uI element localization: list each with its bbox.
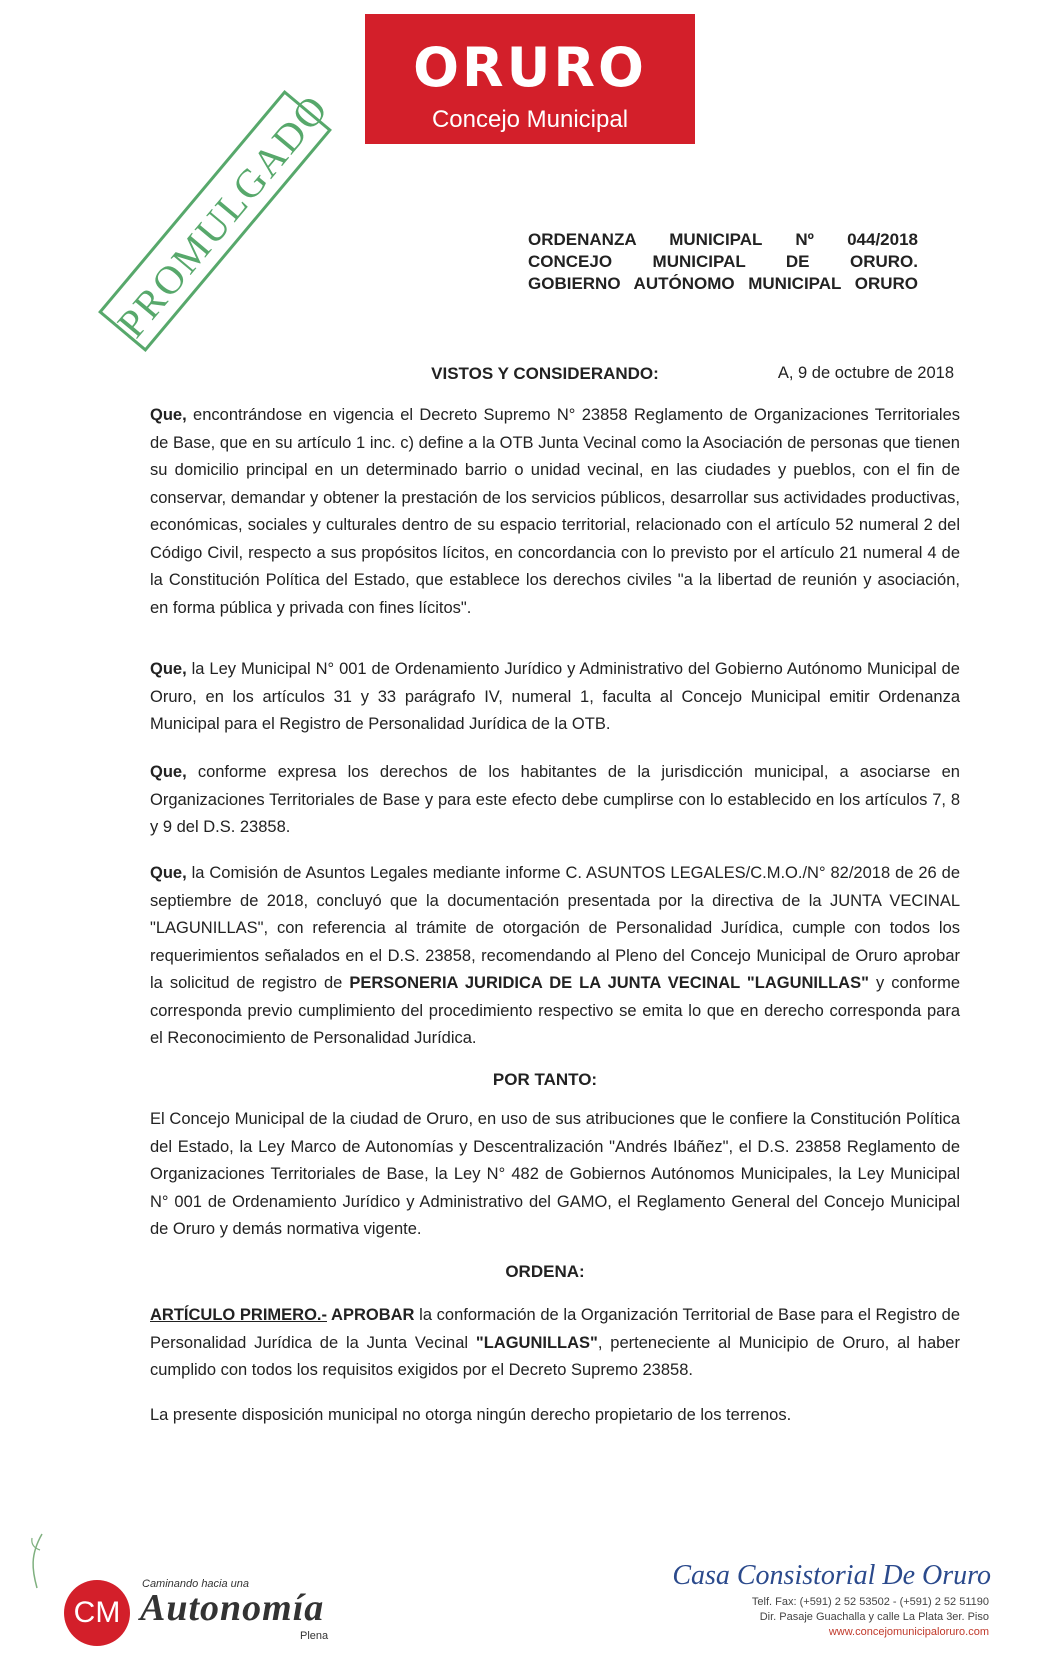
contact-website: www.concejomunicipaloruro.com: [828, 1626, 989, 1638]
considerando-text: la Ley Municipal N° 001 de Ordenamiento Jurídico y Administrativo del Gobierno Autónomo Municipal de Oruro, en los artículos 31 y 33 parágrafo IV, numeral 1, faculta al Concejo Municipal emitir Ordenanza Municipal para el Registro de Personalidad Jurídica de la OTB.: [150, 660, 960, 733]
cm-logo: CM: [64, 1580, 130, 1646]
ordinance-number: ORDENANZA MUNICIPAL Nº 044/2018: [528, 230, 918, 249]
issuer-line: CONCEJO MUNICIPAL DE ORURO.: [528, 252, 918, 271]
considerando-2: [150, 656, 960, 739]
por-tanto-title: POR TANTO:: [492, 1070, 598, 1089]
considerando-text: conforme expresa los derechos de los habitantes de la jurisdicción municipal, a asociarse en Organizaciones Territoriales de Base y para este efecto debe cumplirse con lo establecido en los artículos 7, 8 y 9 del D.S. 23858.: [150, 763, 960, 836]
ordena-title: ORDENA:: [505, 1262, 585, 1281]
articulo-label: ARTÍCULO PRIMERO.-: [150, 1306, 327, 1324]
cm-plena: Plena: [300, 1630, 329, 1642]
considerando-lead: Que,: [150, 660, 187, 678]
logo-subtitle: Concejo Municipal: [431, 106, 629, 133]
articulo-primero: [150, 1302, 960, 1385]
contact-address: Dir. Pasaje Guachalla y calle La Plata 3er. Piso: [759, 1611, 989, 1623]
considerando-lead: Que,: [150, 406, 187, 424]
lagunillas-bold: "LAGUNILLAS": [475, 1333, 598, 1352]
considerando-lead: Que,: [150, 763, 187, 781]
considerando-text: la Comisión de Asuntos Legales mediante informe C. ASUNTOS LEGALES/C.M.O./N° 82/2018 de 26 de septiembre de 2018, concluyó que la documentación presentada por la directiva de la JUNTA VECINAL "LAGUNILLAS", con referencia al trámite de otorgación de Personalidad Jurídica, cumple con todos los requerimientos señalados en el D.S. 23858, recomendando al Pleno del Concejo Municipal de Oruro aprobar la solicitud de registro de: [150, 864, 960, 992]
personeria-bold: PERSONERIA JURIDICA DE LA JUNTA VECINAL "LAGUNILLAS": [349, 974, 869, 992]
government-line: GOBIERNO AUTÓNOMO MUNICIPAL ORURO: [528, 274, 918, 293]
promulgado-stamp: PROMULGADO: [98, 90, 332, 352]
articulo-text: , perteneciente al Municipio de Oruro, al haber cumplido con todos los requisitos exigidos por el Decreto Supremo 23858.: [150, 1333, 960, 1379]
disposicion-text: La presente disposición municipal no otorga ningún derecho propietario de los terrenos.: [150, 1406, 792, 1424]
cm-tagline: Caminando hacia una: [142, 1578, 250, 1590]
vistos-title: VISTOS Y CONSIDERANDO:: [431, 364, 659, 383]
por-tanto-text: El Concejo Municipal de la ciudad de Oruro, en uso de sus atribuciones que le confiere la Constitución Política del Estado, la Ley Marco de Autonomías y Descentralización "Andrés Ibáñez", el D.S. 23858 Reglamento de Organizaciones Territoriales de Base, la Ley N° 482 de Gobiernos Autónomos Municipales, la Ley Municipal N° 001 de Ordenamiento Jurídico y Administrativo del GAMO, el Reglamento General del Concejo Municipal de Oruro y demás normativa vigente.: [150, 1110, 960, 1238]
logo-word: ORURO: [413, 36, 647, 99]
casa-consistorial: Casa Consistorial De Oruro: [672, 1560, 991, 1591]
concejo-logo: [365, 14, 695, 144]
contact-phone: Telf. Fax: (+591) 2 52 53502 - (+591) 2 52 51190: [751, 1596, 989, 1608]
cm-autonomia: Autonomía: [140, 1587, 325, 1629]
document-date: A, 9 de octubre de 2018: [777, 364, 954, 382]
considerando-3: [150, 759, 960, 842]
considerando-text: y conforme corresponda previo cumplimiento del procedimiento respectivo se emita lo que en derecho corresponda para el Reconocimiento de Personalidad Jurídica.: [150, 974, 960, 1047]
considerando-1: [150, 402, 960, 622]
considerando-lead: Que,: [150, 864, 187, 882]
articulo-text: la conformación de la Organización Territorial de Base para el Registro de Personalidad Jurídica de la Junta Vecinal: [150, 1306, 960, 1352]
considerando-text: encontrándose en vigencia el Decreto Supremo N° 23858 Reglamento de Organizaciones Territoriales de Base, que en su artículo 1 inc. c) define a la OTB Junta Vecinal como la Asociación de personas que tienen su domicilio principal en un determinado barrio o unidad vecinal, en las ciudades y pueblos, con el fin de conservar, demandar y obtener la prestación de los servicios públicos, desarrollar sus actividades productivas, económicas, sociales y culturales dentro de su espacio territorial, relacionado con el artículo 52 numeral 2 del Código Civil, respecto a sus propósitos lícitos, en concordancia con lo previsto por el artículo 21 numeral 4 de la Constitución Política del Estado, que establece los derechos civiles "a la libertad de reunión y asociación, en forma pública y privada con fines lícitos".: [150, 406, 960, 617]
leaf-icon: [22, 1530, 52, 1590]
articulo-verb: APROBAR: [327, 1306, 415, 1324]
considerando-4: [150, 860, 960, 1053]
